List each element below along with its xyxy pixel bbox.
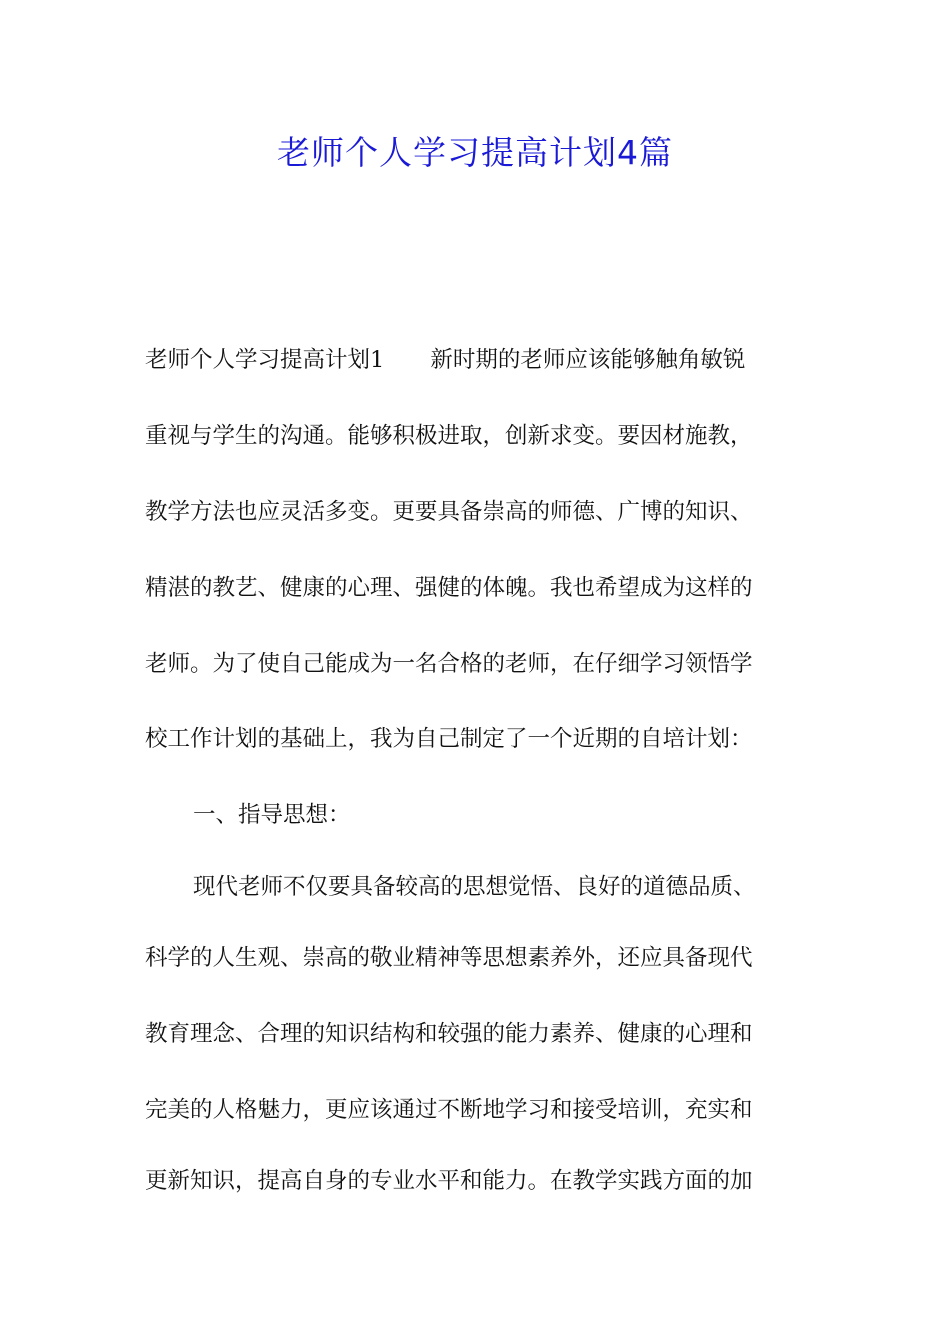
paragraph-line: 完美的人格魅力，更应该通过不断地学习和接受培训，充实和 xyxy=(145,1097,753,1123)
paragraph-line: 老师。为了使自己能成为一名合格的老师，在仔细学习领悟学 xyxy=(145,651,753,677)
paragraph-line: 重视与学生的沟通。能够积极进取，创新求变。要因材施教， xyxy=(145,423,753,449)
paragraph-line: 精湛的教艺、健康的心理、强健的体魄。我也希望成为这样的 xyxy=(145,575,753,601)
paragraph-line: 教育理念、合理的知识结构和较强的能力素养、健康的心理和 xyxy=(145,1021,753,1047)
paragraph-line: 更新知识，提高自身的专业水平和能力。在教学实践方面的加 xyxy=(145,1168,753,1194)
section-heading: 老师个人学习提高计划1 xyxy=(145,347,385,373)
paragraph-line: 校工作计划的基础上，我为自己制定了一个近期的自培计划： xyxy=(145,726,753,752)
document-title: 老师个人学习提高计划4篇 xyxy=(277,133,673,172)
paragraph-line: 教学方法也应灵活多变。更要具备崇高的师德、广博的知识、 xyxy=(145,499,753,525)
line-text: 新时期的老师应该能够触角敏锐 xyxy=(430,347,746,373)
paragraph-line: 科学的人生观、崇高的敬业精神等思想素养外，还应具备现代 xyxy=(145,945,753,971)
section-subheading: 一、指导思想： xyxy=(193,802,351,828)
paragraph-line xyxy=(145,342,810,378)
paragraph-line: 现代老师不仅要具备较高的思想觉悟、良好的道德品质、 xyxy=(193,874,756,900)
